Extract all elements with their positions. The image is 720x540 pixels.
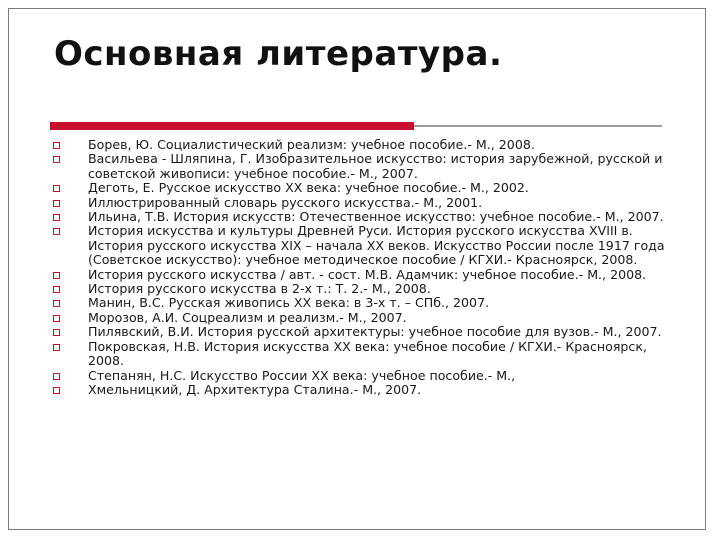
list-item-text: История искусства и культуры Древней Руси. История русского искусства XVIII в. История русского искусства XIX – начала XX веков. Искусство России после 1917 года (Советское искусство): учебное методическое пособие / КГХИ.- Красноярск, 2008. (88, 223, 665, 268)
list-item (50, 325, 670, 339)
hollow-square-bullet-icon (53, 214, 60, 221)
bibliography-list (50, 138, 670, 397)
list-item (50, 138, 670, 152)
hollow-square-bullet-icon (53, 387, 60, 394)
hollow-square-bullet-icon (53, 200, 60, 207)
hollow-square-bullet-icon (53, 142, 60, 149)
list-item (50, 340, 670, 369)
list-item-text: Ильина, Т.В. История искусств: Отечественное искусство: учебное пособие.- М., 2007. (88, 209, 664, 225)
hollow-square-bullet-icon (53, 286, 60, 293)
list-item-text: Борев, Ю. Социалистический реализм: учебное пособие.- М., 2008. (88, 137, 535, 152)
list-item-text: История русского искусства / авт. - сост. М.В. Адамчик: учебное пособие.- М., 2008. (88, 266, 647, 282)
list-item-text: Пилявский, В.И. История русской архитектуры: учебное пособие для вузов.- М., 2007. (88, 324, 662, 340)
title-underline-rule (414, 125, 662, 127)
list-item (50, 311, 670, 325)
list-item (50, 282, 670, 296)
hollow-square-bullet-icon (53, 272, 60, 279)
list-item-text: Хмельницкий, Д. Архитектура Сталина.- М., 2007. (88, 381, 422, 397)
list-item-text: Васильева - Шляпина, Г. Изобразительное искусство: история зарубежной, русской и советской живописи: учебное пособие.- М., 2007. (88, 151, 663, 181)
list-item (50, 268, 670, 282)
list-item (50, 196, 670, 210)
hollow-square-bullet-icon (53, 329, 60, 336)
hollow-square-bullet-icon (53, 344, 60, 351)
list-item-text: Иллюстрированный словарь русского искусства.- М., 2001. (88, 194, 483, 210)
hollow-square-bullet-icon (53, 156, 60, 163)
list-item-text: История русского искусства в 2-х т.: Т. 2.- М., 2008. (88, 281, 431, 297)
hollow-square-bullet-icon (53, 185, 60, 192)
list-item (50, 210, 670, 224)
list-item-text: Манин, В.С. Русская живопись XX века: в 3-х т. – СПб., 2007. (88, 295, 490, 311)
list-item-text: Степанян, Н.С. Искусство России XX века: учебное пособие.- М., (88, 367, 516, 383)
list-item (50, 369, 670, 383)
hollow-square-bullet-icon (53, 228, 60, 235)
list-item (50, 224, 670, 267)
list-item-text: Покровская, Н.В. История искусства XX века: учебное пособие / КГХИ.- Красноярск, 2008. (88, 338, 647, 369)
list-item (50, 152, 670, 181)
hollow-square-bullet-icon (53, 300, 60, 307)
list-item-text: Деготь, Е. Русское искусство XX века: учебное пособие.- М., 2002. (88, 180, 529, 196)
list-item (50, 181, 670, 195)
title-underline-accent (50, 122, 414, 130)
list-item-text: Морозов, А.И. Соцреализм и реализм.- М., 2007. (88, 309, 407, 325)
hollow-square-bullet-icon (53, 315, 60, 322)
slide-title: Основная литература. (54, 34, 503, 74)
list-item (50, 296, 670, 310)
list-item (50, 383, 670, 397)
hollow-square-bullet-icon (53, 373, 60, 380)
